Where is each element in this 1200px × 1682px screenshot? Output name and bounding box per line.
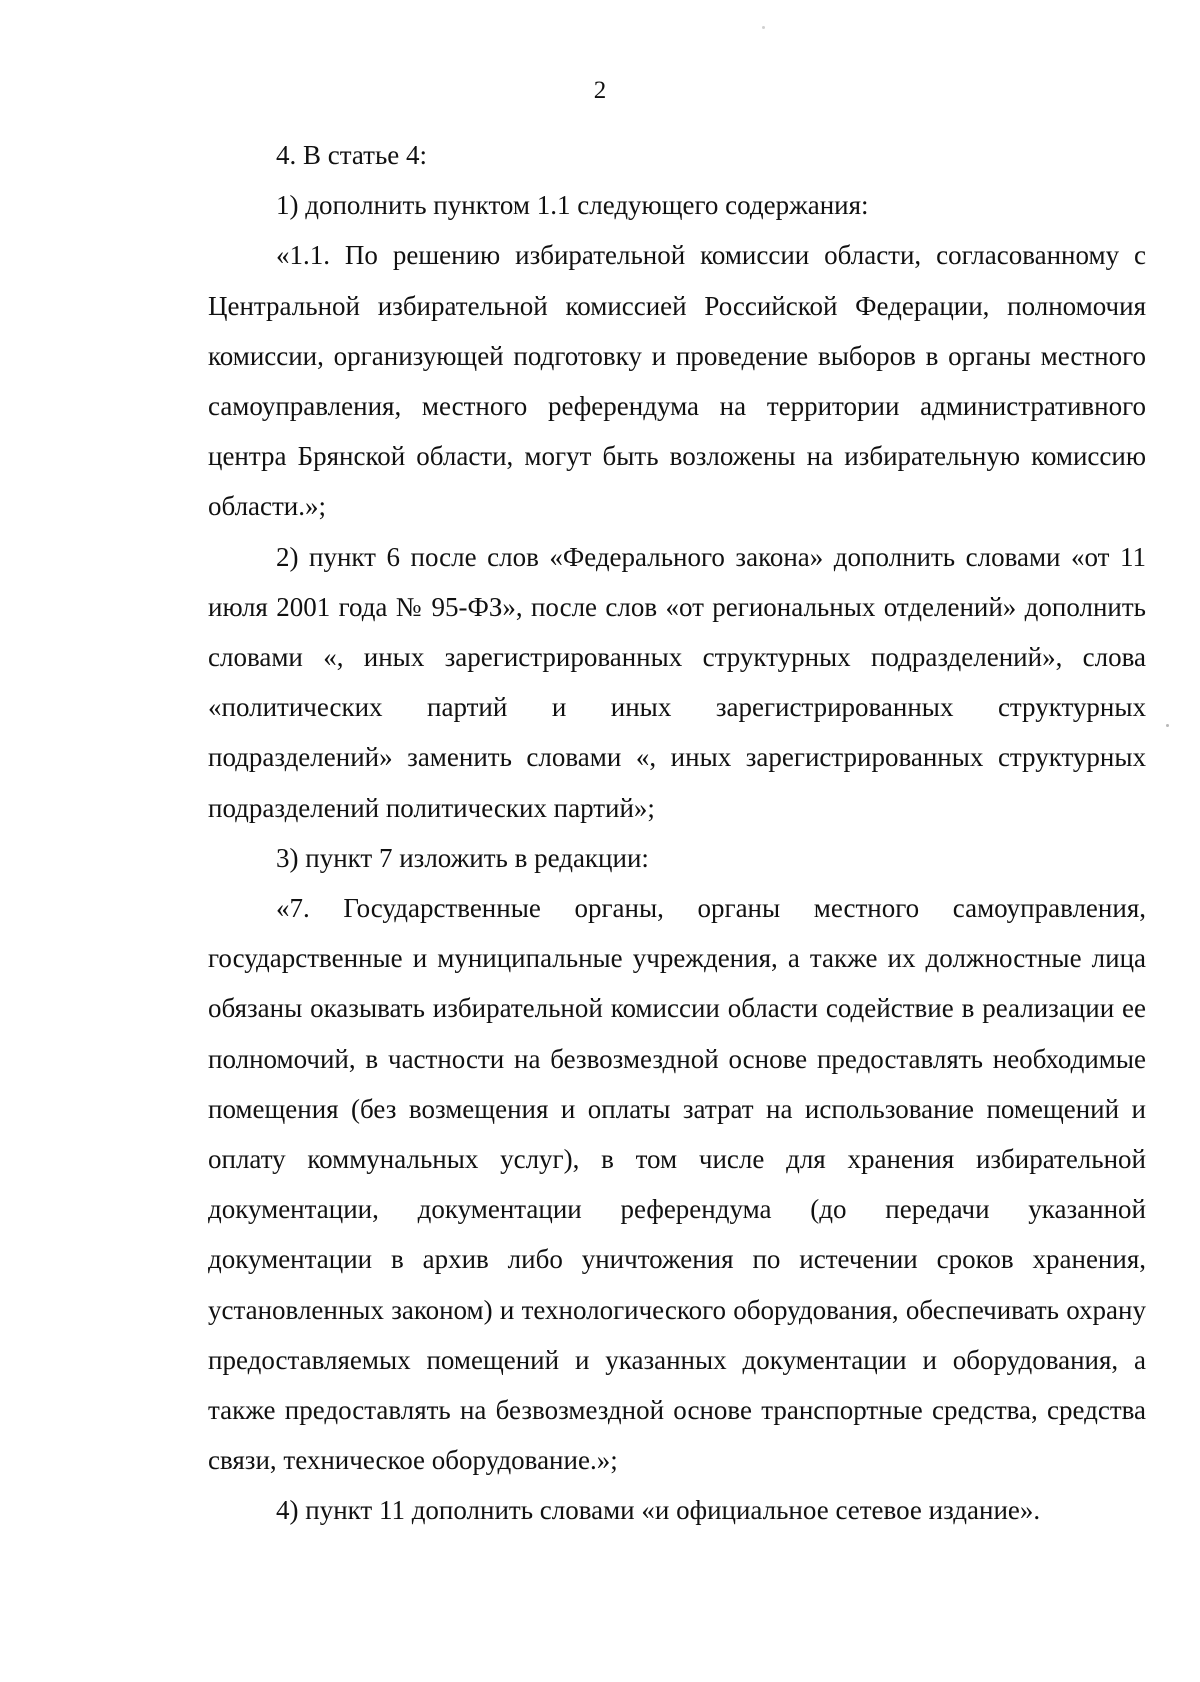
scan-speck (1166, 724, 1169, 727)
paragraph-item-1: 1) дополнить пунктом 1.1 следующего содержания: (276, 190, 869, 221)
paragraph-item-4: 4) пункт 11 дополнить словами «и официальное сетевое издание». (276, 1495, 1041, 1526)
scan-speck (762, 26, 765, 29)
paragraph-article-4-heading: 4. В статье 4: (276, 140, 428, 170)
paragraph-item-2: 2) пункт 6 после слов «Федерального закона» дополнить словами «от 11 июля 2001 года № 95-ФЗ», после слов «от региональных отделений» дополнить словами «, иных зарегистрированных структурных подразделений», слова «политических партий и иных зарегистрированных структурных подразделений» заменить словами «, иных зарегистрированных структурных подразделений политических партий»; (208, 541, 1146, 823)
paragraph-item-1-1-content: «1.1. По решению избирательной комиссии области, согласованному с Центральной избирательной комиссией Российской Федерации, полномочия комиссии, организующей подготовку и проведение выборов в органы местного самоуправления, местного референдума на территории административного центра Брянской области, могут быть возложены на избирательную комиссию области.»; (208, 240, 1146, 522)
paragraph-item-3: 3) пункт 7 изложить в редакции: (276, 842, 649, 873)
paragraph-item-7-content: «7. Государственные органы, органы местного самоуправления, государственные и муниципальные учреждения, а также их должностные лица обязаны оказывать избирательной комиссии области содействие в реализации ее полномочий, в частности на безвозмездной основе предоставлять необходимые помещения (без возмещения и оплаты затрат на использование помещений и оплату коммунальных услуг), в том числе для хранения избирательной документации, документации референдума (до передачи указанной документации в архив либо уничтожения по истечении сроков хранения, установленных законом) и технологического оборудования, обеспечивать охрану предоставляемых помещений и указанных документации и оборудования, а также предоставлять на безвозмездной основе транспортные средства, средства связи, техническое оборудование.»; (208, 893, 1146, 1476)
page-number: 2 (593, 77, 607, 104)
document-body (208, 130, 1146, 1536)
